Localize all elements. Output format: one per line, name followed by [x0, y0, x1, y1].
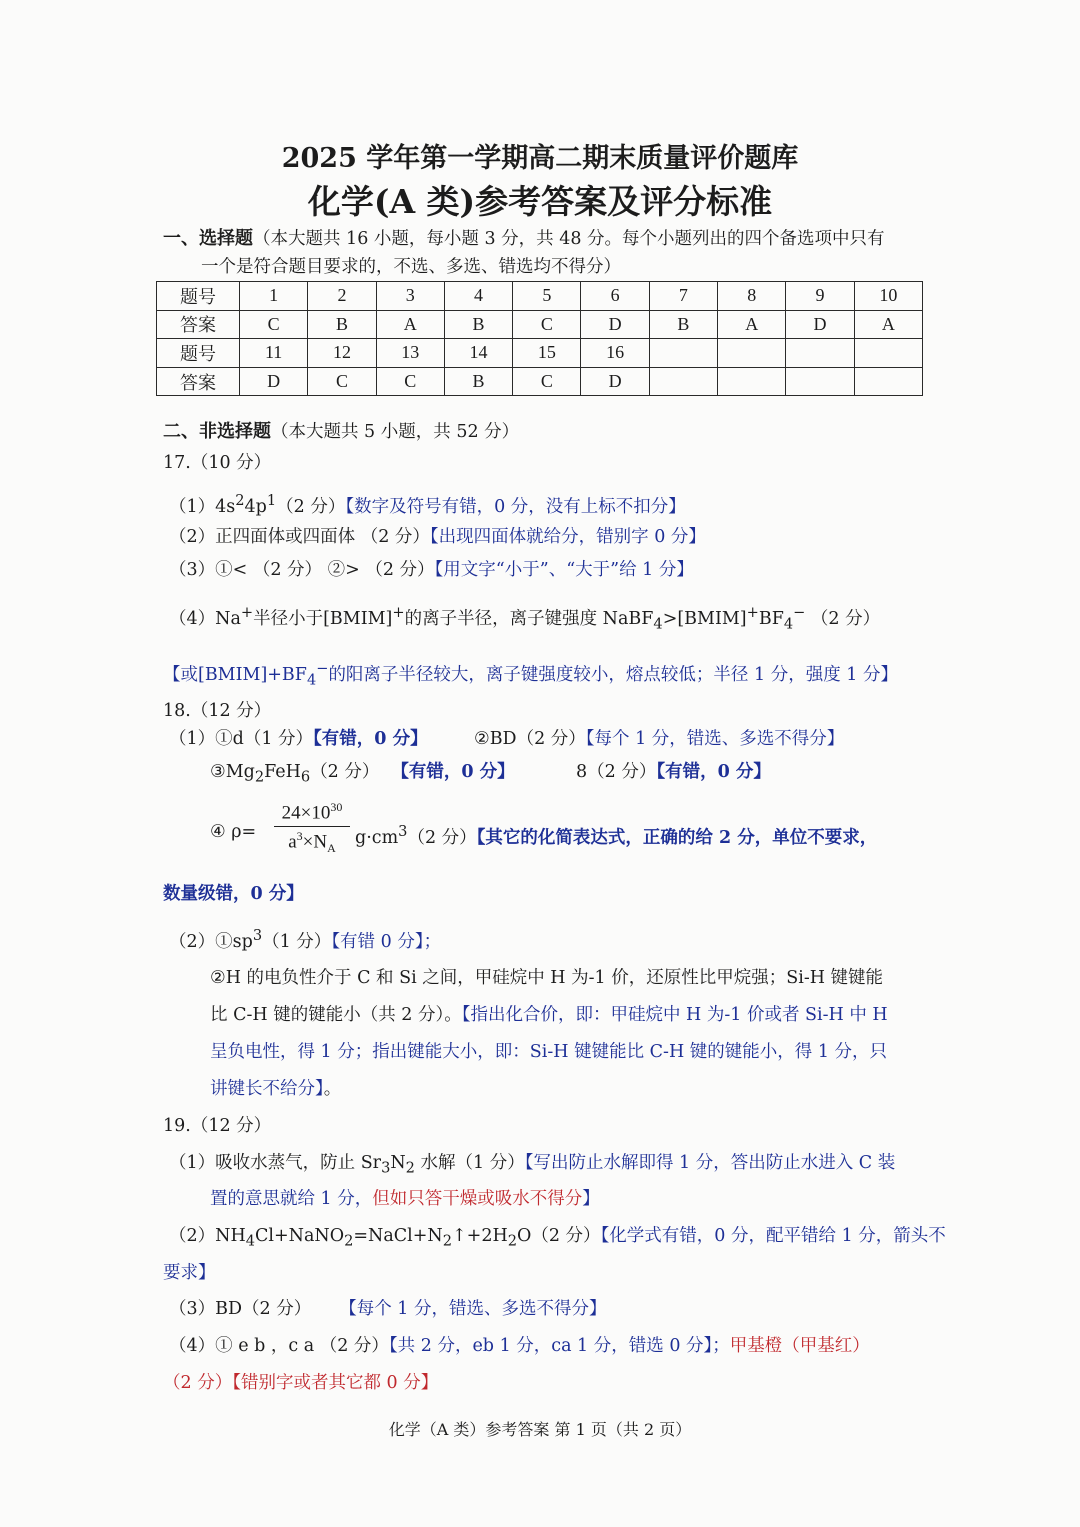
q18-p1-note: 【每个 1 分，错选、多选不得分】 [585, 729, 845, 749]
q19-p1-text: N [390, 1153, 406, 1173]
q18-part1-c [210, 760, 515, 790]
q18-p1-text: ③Mg [210, 762, 255, 782]
q19-p2-text: （2）NH [169, 1226, 246, 1246]
section1-line1 [163, 227, 885, 251]
table-header-cell: 题号 [157, 339, 240, 368]
fraction-denominator [274, 827, 350, 856]
q18-p1-note: 【有错，0 分】 [656, 762, 771, 782]
subscript: 4 [783, 615, 794, 633]
q19-p2-text: ↑+2H [452, 1226, 508, 1246]
q17-p4-text: >[BMIM] [662, 608, 747, 629]
q18-p1-note: 【其它的化简表达式，正确的给 2 分，单位不要求， [476, 827, 878, 848]
subscript: 6 [300, 768, 311, 786]
table-cell: 1 [240, 282, 308, 311]
subscript: 2 [507, 1232, 518, 1250]
table-cell: 2 [308, 282, 376, 311]
q19-p4-note-red: 甲基橙（甲基红） [729, 1336, 870, 1356]
q17-p1-text: 4p [244, 496, 267, 517]
q18-p2-text: （2）①sp [169, 931, 253, 952]
superscript: − [793, 604, 806, 621]
q19-p1-note: 【写出防止水解即得 1 分，答出防止水进入 C 装 [524, 1153, 896, 1173]
subscript: 3 [381, 1159, 391, 1177]
q18-part2-line3: 呈负电性，得 1 分；指出键能大小，即：Si-H 键键能比 C-H 键的键能小，得 1 分，只 [210, 1042, 888, 1062]
title-line-2: 化学(A 类)参考答案及评分标准 [307, 182, 773, 221]
q17-part3 [169, 558, 694, 582]
q17-title: 17.（10 分） [163, 453, 272, 473]
q18-p1-note: 【有错，0 分】 [313, 729, 428, 749]
q18-p1-text: 8（2 分） [576, 762, 657, 782]
table-row [157, 282, 923, 311]
subscript: 2 [254, 768, 265, 786]
q19-part3 [169, 1297, 607, 1321]
q19-p2-score: O（2 分） [517, 1226, 601, 1246]
subscript: 2 [405, 1159, 415, 1177]
q18-p1-score: （2 分） [407, 827, 477, 848]
table-cell: 11 [240, 339, 308, 368]
table-header-cell: 答案 [157, 310, 240, 339]
table-cell: B [649, 310, 717, 339]
table-cell [786, 367, 854, 396]
q18-part2-line4 [210, 1077, 341, 1101]
subscript: 2 [344, 1232, 354, 1250]
table-cell: B [308, 310, 376, 339]
superscript: 3 [398, 823, 408, 840]
table-cell: 8 [718, 282, 786, 311]
table-cell [649, 339, 717, 368]
density-label: ④ ρ= [210, 822, 257, 842]
denominator-text: ×N [302, 831, 328, 853]
q18-part1-b [474, 727, 844, 751]
q17-p2-note: 【出现四面体就给分，错别字 0 分】 [429, 527, 706, 547]
q18-p2-text: 。 [323, 1079, 342, 1099]
table-cell: B [444, 367, 512, 396]
q19-p2-text: =NaCl+N [353, 1226, 443, 1246]
q18-p2-note: 【有错 0 分】； [331, 931, 442, 952]
q18-p2-score: （1 分） [262, 931, 332, 952]
page-footer: 化学（A 类）参考答案 第 1 页（共 2 页） [388, 1420, 692, 1439]
fraction-numerator [274, 800, 350, 827]
table-cell [649, 367, 717, 396]
table-row [157, 310, 923, 339]
q19-p2-note: 【化学式有错，0 分，配平错给 1 分，箭头不 [600, 1226, 946, 1246]
table-cell: A [854, 310, 922, 339]
q18-title: 18.（12 分） [163, 701, 272, 721]
table-cell: D [786, 310, 854, 339]
q18-p2-note: 讲键长不给分】 [210, 1079, 324, 1099]
q18-p1-text: FeH [264, 762, 301, 782]
superscript: 1 [266, 492, 277, 509]
q19-p4-note: 【共 2 分，eb 1 分，ca 1 分，错选 0 分】； [388, 1336, 730, 1356]
q17-p4-score: （2 分） [805, 608, 881, 629]
table-cell: 3 [376, 282, 444, 311]
q18-part1-e [355, 820, 877, 850]
density-fraction [274, 800, 350, 856]
table-cell: 12 [308, 339, 376, 368]
superscript: 3 [252, 927, 263, 944]
q19-part2-note2: 要求】 [163, 1263, 216, 1283]
q19-part4-line2: （2 分）【错别字或者其它都 0 分】 [163, 1373, 439, 1393]
table-cell: 10 [854, 282, 922, 311]
q17-p4-note-text: 的阳离子半径较大，离子键强度较小，熔点较低；半径 1 分，强度 1 分】 [328, 664, 898, 685]
table-row [157, 339, 923, 368]
q18-part2-line2 [210, 1003, 888, 1027]
q18-p1-text: ②BD（2 分） [474, 729, 586, 749]
table-header-cell: 答案 [157, 367, 240, 396]
table-cell: C [308, 367, 376, 396]
q19-title: 19.（12 分） [163, 1116, 272, 1136]
section1-desc-2: 一个是符合题目要求的，不选、多选、错选均不得分） [201, 257, 621, 277]
subscript: A [327, 841, 336, 856]
q18-part2-line1: ②H 的电负性介于 C 和 Si 之间，甲硅烷中 H 为-1 价，还原性比甲烷强；Si-H 键键能 [210, 968, 884, 988]
table-cell: B [444, 310, 512, 339]
q18-part1-e-note2: 数量级错，0 分】 [163, 884, 304, 904]
q19-part1-line2 [210, 1187, 600, 1211]
subscript: 4 [653, 615, 663, 633]
table-cell [854, 339, 922, 368]
table-cell: C [513, 310, 581, 339]
q18-part1-d [576, 760, 771, 784]
table-cell: C [513, 367, 581, 396]
table-cell [786, 339, 854, 368]
answer-table [156, 281, 923, 396]
q18-part2 [169, 924, 441, 954]
q17-p1-score: （2 分） [276, 496, 346, 517]
q17-part4-note [163, 657, 898, 692]
table-cell: 5 [513, 282, 581, 311]
table-cell: 15 [513, 339, 581, 368]
q19-part2 [169, 1224, 946, 1254]
q17-part4 [169, 601, 880, 636]
table-cell: D [581, 367, 649, 396]
table-cell [718, 367, 786, 396]
subscript: 4 [245, 1232, 255, 1250]
q18-part1-a [169, 727, 428, 751]
q17-p1-text: （1）4s [169, 496, 236, 517]
q17-p2-text: （2）正四面体或四面体 （2 分） [169, 527, 430, 547]
numerator-text: 24×10 [281, 802, 331, 824]
table-cell: 9 [786, 282, 854, 311]
q19-part1 [169, 1151, 895, 1181]
q17-p3-text: （3）①< （2 分） ②> （2 分） [169, 560, 435, 580]
table-cell: C [376, 367, 444, 396]
section1-desc-1: （本大题共 16 小题，每小题 3 分，共 48 分。每个小题列出的四个备选项中只有 [253, 229, 885, 249]
table-cell: D [240, 367, 308, 396]
q17-part1 [169, 489, 686, 519]
q19-p1-note-red: 但如只答干燥或吸水不得分 [372, 1189, 583, 1209]
q17-part2 [169, 525, 706, 549]
q17-p4-note-text: 【或[BMIM]+BF [163, 664, 307, 685]
q18-p2-text: 比 C-H 键的键能小（共 2 分）。 [210, 1005, 462, 1025]
denominator-text: a [288, 831, 297, 853]
table-cell [718, 339, 786, 368]
superscript: + [746, 604, 759, 621]
table-cell: 6 [581, 282, 649, 311]
table-cell: 13 [376, 339, 444, 368]
q18-p1-score: （2 分） [310, 762, 380, 782]
table-cell: 16 [581, 339, 649, 368]
q19-p3-text: （3）BD（2 分） [169, 1299, 312, 1319]
q18-p1-note: 【有错，0 分】 [391, 762, 515, 782]
unit-text: g·cm [355, 827, 399, 848]
q17-p3-note: 【用文字“小于”、“大于”给 1 分】 [434, 560, 694, 580]
table-cell: 4 [444, 282, 512, 311]
q17-p4-text: 半径小于[BMIM] [253, 608, 393, 629]
q19-part4 [169, 1334, 870, 1358]
q19-p1-note: 】 [582, 1189, 600, 1209]
section2-desc: （本大题共 5 小题，共 52 分） [271, 422, 520, 442]
q18-p1-text: （1）①d（1 分） [169, 729, 314, 749]
superscript: − [316, 660, 329, 677]
table-cell: D [581, 310, 649, 339]
q19-p4-text: （4）① e b ，c a （2 分） [169, 1336, 389, 1356]
table-cell [854, 367, 922, 396]
superscript: 2 [235, 492, 245, 509]
table-row [157, 367, 923, 396]
q17-p4-text: 的离子半径，离子键强度 NaBF [404, 608, 654, 629]
table-cell: A [376, 310, 444, 339]
title-line-1: 2025 学年第一学期高二期末质量评价题库 [281, 143, 799, 174]
superscript: + [240, 604, 254, 621]
table-cell: 7 [649, 282, 717, 311]
table-cell: C [240, 310, 308, 339]
superscript: 3 [296, 829, 303, 844]
superscript: 30 [330, 800, 343, 814]
table-cell: A [718, 310, 786, 339]
q17-p1-note: 【数字及符号有错，0 分，没有上标不扣分】 [345, 496, 686, 517]
section2-heading: 二、非选择题 [163, 421, 271, 442]
q17-p4-text: （4）Na [169, 608, 241, 629]
table-cell: 14 [444, 339, 512, 368]
subscript: 2 [442, 1232, 452, 1250]
section1-heading: 一、选择题 [163, 228, 253, 249]
subscript: 4 [306, 671, 317, 689]
q17-p4-text: BF [758, 608, 784, 629]
q19-p1-text: （1）吸收水蒸气，防止 Sr [169, 1153, 382, 1173]
q19-p1-note: 置的意思就给 1 分， [210, 1189, 373, 1209]
q18-p2-note: 【指出化合价，即：甲硅烷中 H 为-1 价或者 Si-H 中 H [461, 1005, 888, 1025]
table-header-cell: 题号 [157, 282, 240, 311]
section2-line [163, 420, 519, 444]
q19-p3-note: 【每个 1 分，错选、多选不得分】 [339, 1299, 607, 1319]
superscript: + [392, 604, 405, 621]
q19-p1-score: 水解（1 分） [414, 1153, 525, 1173]
q19-p2-text: Cl+NaNO [255, 1226, 345, 1246]
